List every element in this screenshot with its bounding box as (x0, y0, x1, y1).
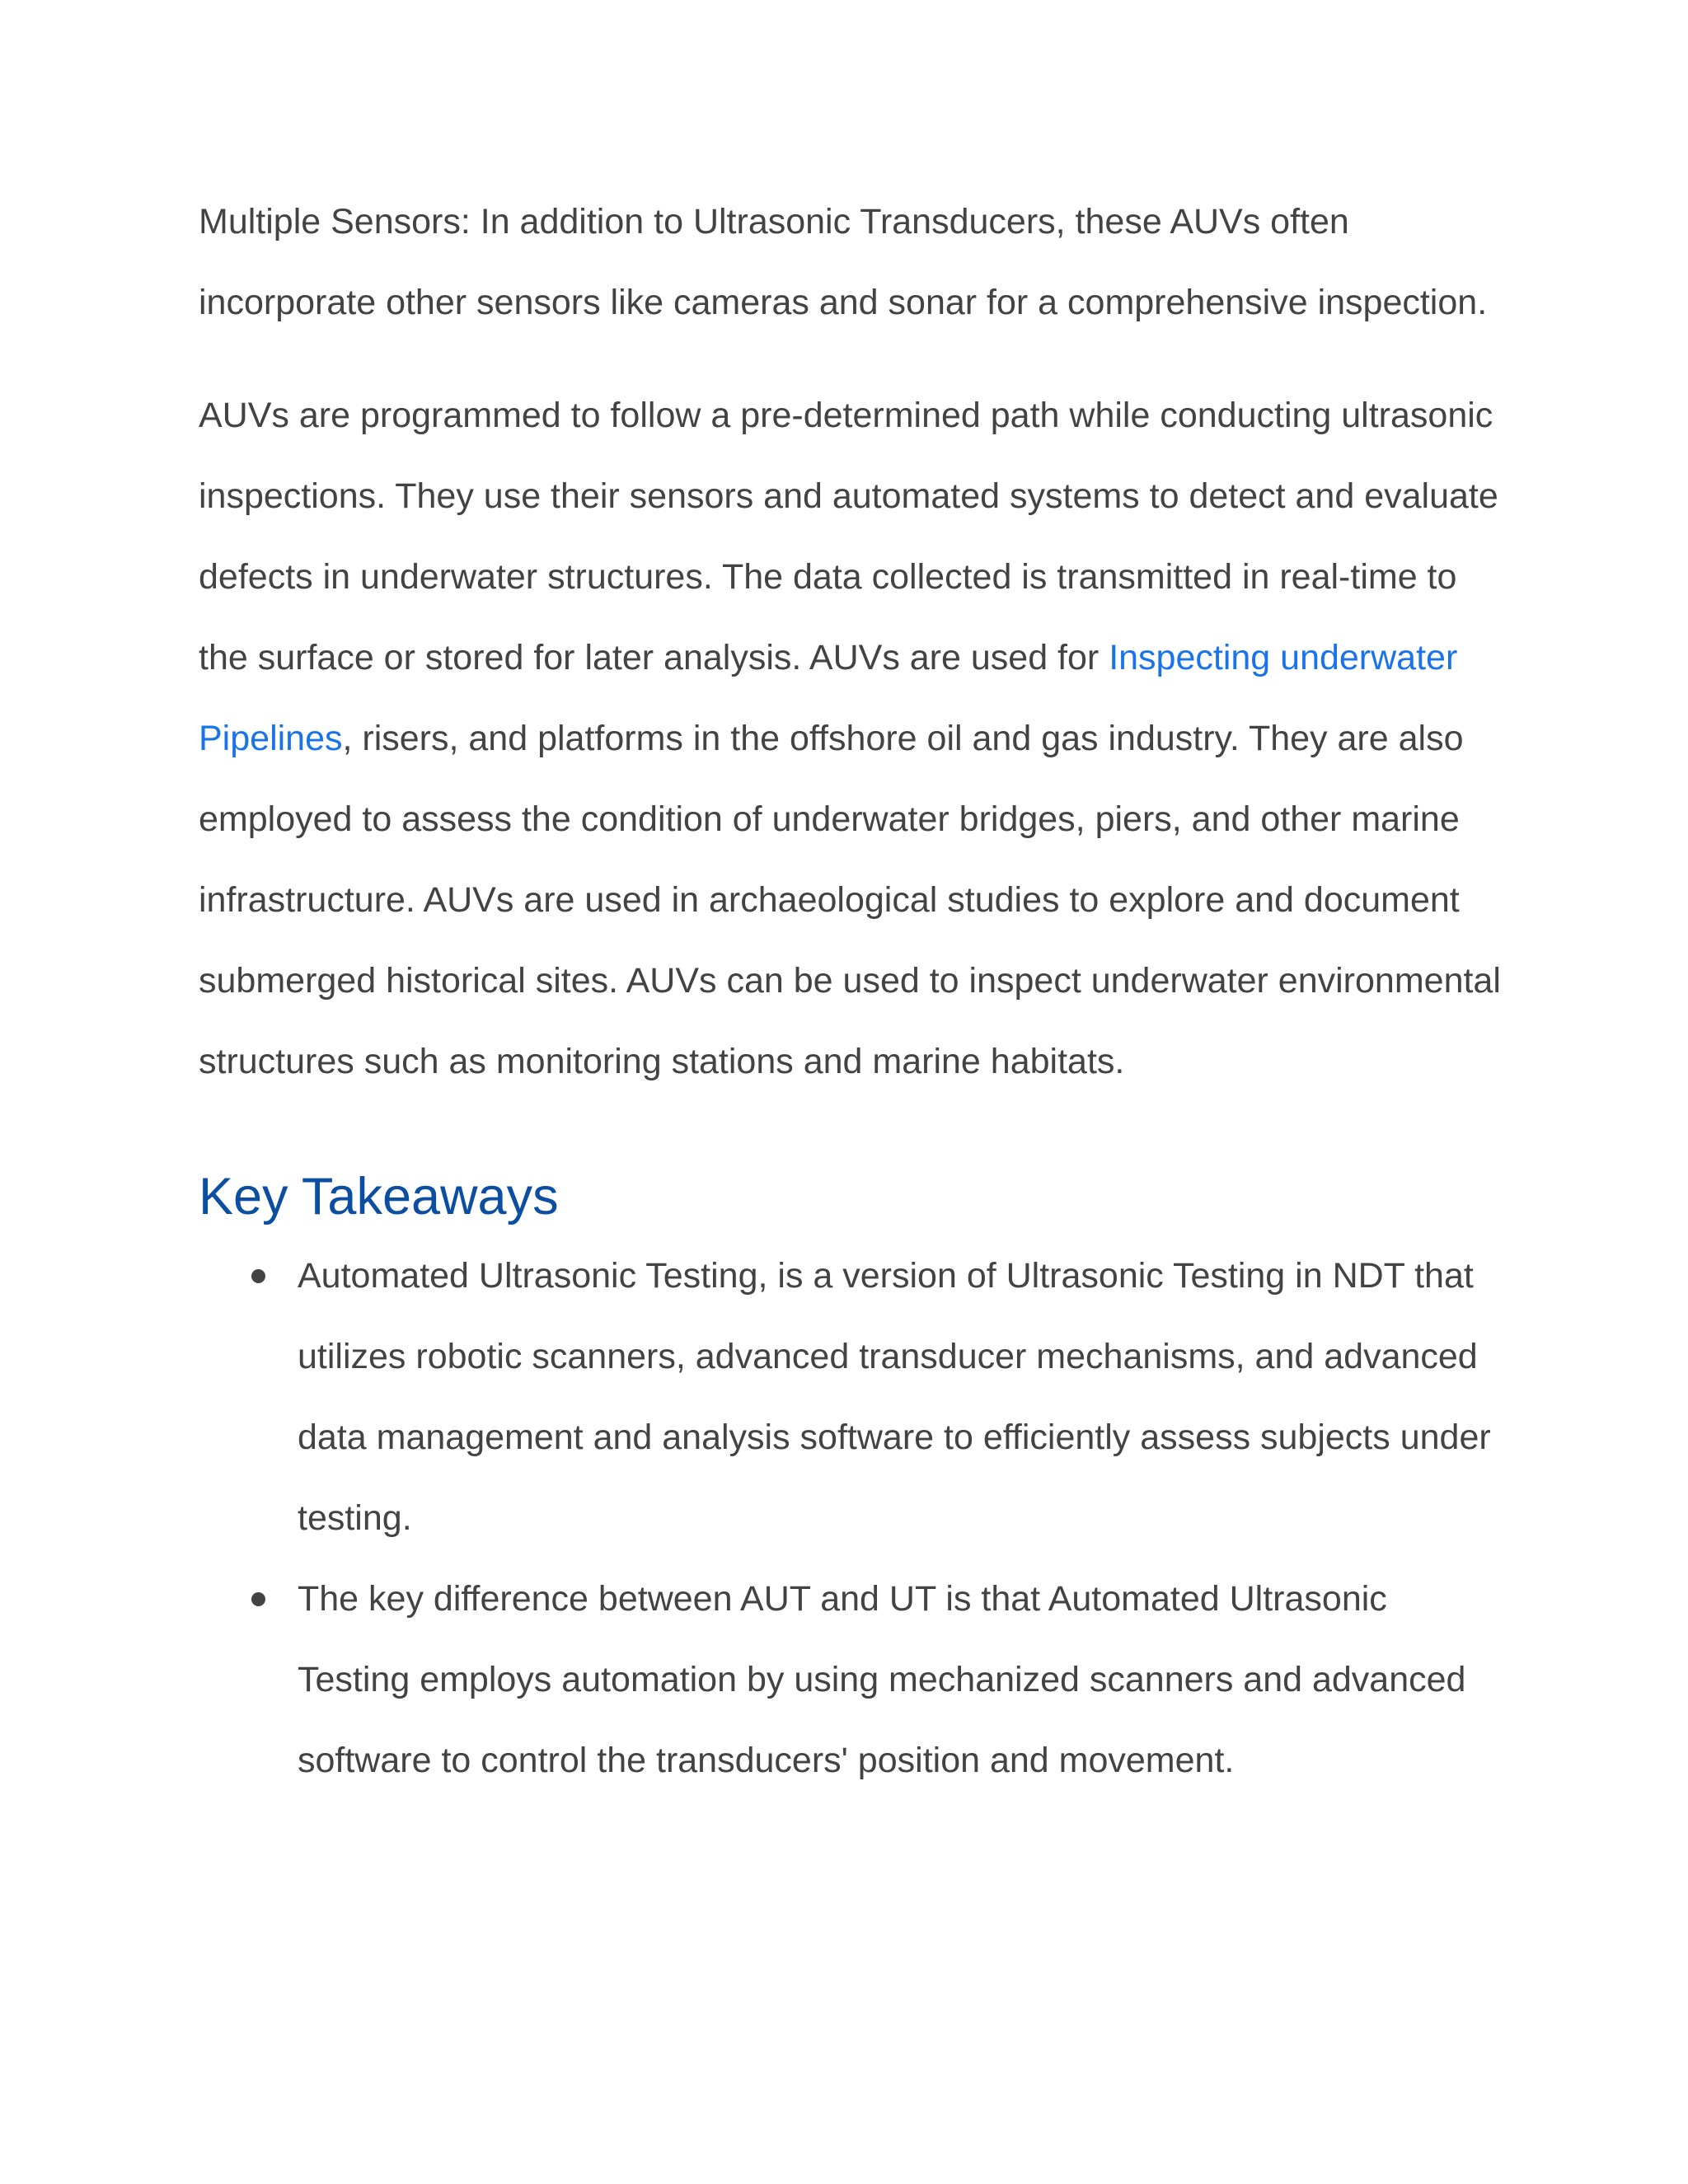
key-takeaway-item (199, 1235, 1501, 1558)
auv-applications-paragraph (199, 375, 1501, 1102)
bullet-icon (251, 1592, 265, 1606)
bullet-icon (251, 1269, 265, 1283)
multiple-sensors-paragraph: Multiple Sensors: In addition to Ultrasonic Transducers, these AUVs often incorporate other sensors like cameras and sonar for a comprehensive inspection. (199, 202, 1488, 322)
key-takeaway-text: The key difference between AUT and UT is that Automated Ultrasonic Testing employs automation by using mechanized scanners and advanced software to control the transducers' position and movement. (298, 1579, 1466, 1780)
key-takeaway-item (199, 1558, 1501, 1801)
auv-paragraph-text-after-link: , risers, and platforms in the offshore oil and gas industry. They are also employed to assess the condition of underwater bridges, piers, and other marine infrastructure. AUVs are used in archaeological studies to explore and document submerged historical sites. AUVs can be used to inspect underwater environmental structures such as monitoring stations and marine habitats. (199, 719, 1501, 1081)
key-takeaways-heading: Key Takeaways (199, 1168, 559, 1226)
document-content (199, 181, 1501, 1801)
auv-paragraph-text-before-link: AUVs are programmed to follow a pre-determined path while conducting ultrasonic inspections. They use their sensors and automated systems to detect and evaluate defects in underwater structures. The data collected is transmitted in real-time to the surface or stored for later analysis. AUVs are used for (199, 396, 1498, 677)
key-takeaway-text: Automated Ultrasonic Testing, is a version of Ultrasonic Testing in NDT that utilizes robotic scanners, advanced transducer mechanisms, and advanced data management and analysis software to efficiently assess subjects under testing. (298, 1256, 1491, 1538)
inspecting-underwater-pipelines-link[interactable]: Inspecting underwater Pipelines (199, 638, 1458, 758)
key-takeaways-list (199, 1235, 1501, 1801)
